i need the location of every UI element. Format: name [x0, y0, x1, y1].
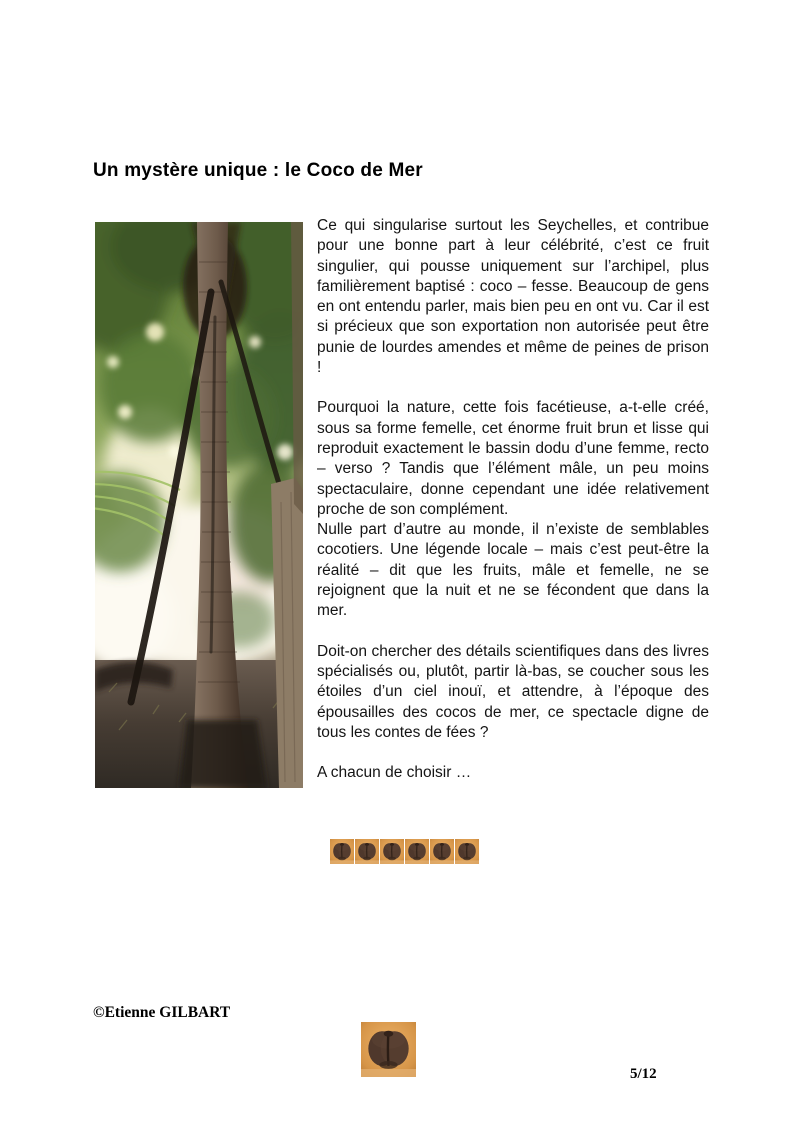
coco-thumbnail-row — [330, 839, 479, 864]
coco-de-mer-thumbnail — [430, 839, 454, 864]
paragraph: Ce qui singularise surtout les Seychelles, et contribue pour une bonne part à leur célébrité, c’est ce fruit singulier, qui pousse uniquement sur l’archipel, plus familièrement baptisé : coco – fesse. Beaucoup de gens en ont entendu parler, mais bien peu en ont vu. Car il est si précieux que son exportation non autorisée peut être punie de lourdes amendes et même de peines de prison ! — [317, 217, 709, 377]
coco-de-mer-thumbnail — [355, 839, 379, 864]
page-number: 5/12 — [630, 1066, 657, 1082]
palm-tree-illustration — [95, 222, 303, 788]
paragraph: A chacun de choisir … — [317, 764, 472, 782]
palm-tree-photo — [95, 222, 303, 788]
paragraph: Nulle part d’autre au monde, il n’existe de semblables cocotiers. Une légende locale – mais c’est peut-être la réalité – dit que les fruits, mâle et femelle, ne se rejoignent que la nuit et ne se fécondent que dans la mer. — [317, 521, 709, 620]
page-title: Un mystère unique : le Coco de Mer — [93, 159, 423, 181]
coco-de-mer-thumbnail — [380, 839, 404, 864]
article-text — [317, 216, 709, 783]
paragraph: Pourquoi la nature, cette fois facétieuse, a-t-elle créé, sous sa forme femelle, cet énorme fruit brun et lisse qui reproduit exactement le bassin dodu d’une femme, recto – verso ? Tandis que l’élément mâle, un peu moins spectaculaire, donne cependant une idée relativement proche de son complément. — [317, 399, 709, 518]
coco-de-mer-thumbnail — [405, 839, 429, 864]
paragraph: Doit-on chercher des détails scientifiques dans des livres spécialisés ou, plutôt, partir là-bas, se coucher sous les étoiles d’un ciel inouï, et attendre, à l’époque des épousailles des cocos de mer, ce spectacle digne de tous les contes de fées ? — [317, 642, 709, 741]
coco-de-mer-thumbnail — [330, 839, 354, 864]
photo-credit: ©Etienne GILBART — [93, 1004, 231, 1021]
coco-de-mer-thumbnail — [455, 839, 479, 864]
coco-de-mer-image — [361, 1022, 416, 1077]
